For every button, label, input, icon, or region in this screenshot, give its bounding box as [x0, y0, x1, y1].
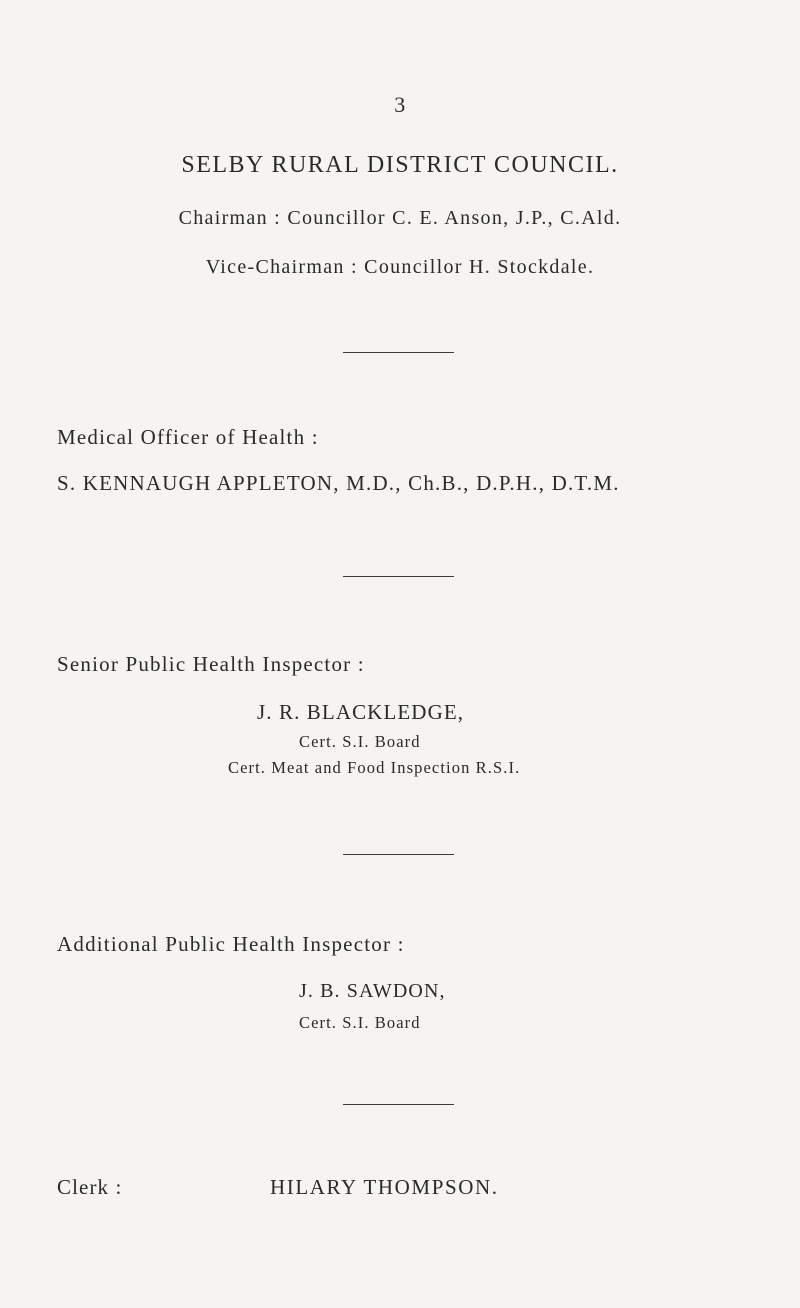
additional-inspector-label: Additional Public Health Inspector :: [57, 932, 405, 956]
senior-inspector-certificate: Cert. S.I. Board: [299, 732, 421, 751]
chairman-line: Chairman : Councillor C. E. Anson, J.P., C.Ald.: [178, 207, 622, 229]
section-divider: [343, 576, 454, 577]
vice-chairman-line: Vice-Chairman : Councillor H. Stockdale.: [205, 256, 595, 278]
council-title: SELBY RURAL DISTRICT COUNCIL.: [181, 152, 619, 178]
additional-inspector-name: J. B. SAWDON,: [299, 980, 446, 1002]
clerk-label: Clerk :: [57, 1175, 123, 1199]
medical-officer-label: Medical Officer of Health :: [57, 425, 319, 449]
section-divider: [343, 1104, 454, 1105]
senior-inspector-name: J. R. BLACKLEDGE,: [257, 700, 465, 724]
section-divider: [343, 854, 454, 855]
clerk-name: HILARY THOMPSON.: [270, 1175, 499, 1199]
page-number: 3: [394, 92, 406, 117]
section-divider: [343, 352, 454, 353]
senior-inspector-label: Senior Public Health Inspector :: [57, 652, 365, 676]
senior-inspector-certificate: Cert. Meat and Food Inspection R.S.I.: [228, 758, 521, 777]
medical-officer-name: S. KENNAUGH APPLETON, M.D., Ch.B., D.P.H., D.T.M.: [57, 471, 620, 495]
additional-inspector-certificate: Cert. S.I. Board: [299, 1013, 421, 1032]
